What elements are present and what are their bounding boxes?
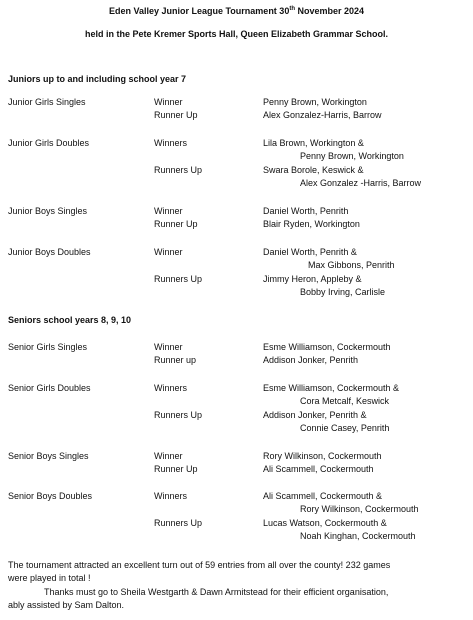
result-name: Bobby Irving, Carlisle (300, 287, 386, 297)
result-name: Ali Scammell, Cockermouth (263, 464, 374, 474)
title-superscript: th (289, 6, 295, 12)
result-name: Alex Gonzalez-Harris, Barrow (263, 110, 382, 120)
footer-text: were played in total ! (8, 573, 91, 583)
event-senior-girls-singles: Senior Girls Singles (8, 342, 88, 352)
result-label: Winner (154, 206, 183, 216)
result-label: Runners Up (154, 165, 203, 175)
seniors-heading: Seniors school years 8, 9, 10 (8, 315, 132, 325)
result-name: Max Gibbons, Penrith (308, 260, 395, 270)
result-name: Connie Casey, Penrith (300, 423, 390, 433)
result-label: Runners Up (154, 274, 203, 284)
result-name: Esme Williamson, Cockermouth (263, 342, 391, 352)
thanks-text: ably assisted by Sam Dalton. (8, 600, 125, 610)
event-junior-boys-singles: Junior Boys Singles (8, 206, 88, 216)
result-label: Runners Up (154, 518, 203, 528)
result-name: Addison Jonker, Penrith (263, 355, 359, 365)
result-name: Rory Wilkinson, Cockermouth (300, 504, 419, 514)
footer-text: The tournament attracted an excellent turn out of 59 entries from all over the county! 232 games (8, 560, 391, 570)
event-junior-boys-doubles: Junior Boys Doubles (8, 247, 91, 257)
result-name: Lila Brown, Workington & (263, 138, 364, 148)
result-name: Esme Williamson, Cockermouth & (263, 383, 400, 393)
event-senior-girls-doubles: Senior Girls Doubles (8, 383, 91, 393)
event-senior-boys-doubles: Senior Boys Doubles (8, 491, 93, 501)
result-name: Rory Wilkinson, Cockermouth (263, 451, 382, 461)
result-label: Winners (154, 138, 188, 148)
result-name: Ali Scammell, Cockermouth & (263, 491, 383, 501)
document-title (0, 6, 473, 17)
result-label: Runner Up (154, 110, 198, 120)
result-name: Alex Gonzalez -Harris, Barrow (300, 178, 422, 188)
result-name: Swara Borole, Keswick & (263, 165, 364, 175)
result-label: Winners (154, 383, 188, 393)
result-label: Winners (154, 491, 188, 501)
juniors-heading: Juniors up to and including school year 7 (8, 74, 187, 84)
result-label: Runner Up (154, 219, 198, 229)
result-label: Winner (154, 451, 183, 461)
result-name: Cora Metcalf, Keswick (300, 396, 390, 406)
result-label: Runner up (154, 355, 197, 365)
venue-line: held in the Pete Kremer Sports Hall, Queen Elizabeth Grammar School. (84, 29, 389, 39)
result-name: Penny Brown, Workington (263, 97, 367, 107)
result-label: Winner (154, 342, 183, 352)
result-label: Winner (154, 247, 183, 257)
result-name: Lucas Watson, Cockermouth & (263, 518, 387, 528)
result-name: Addison Jonker, Penrith & (263, 410, 367, 420)
event-junior-girls-doubles: Junior Girls Doubles (8, 138, 90, 148)
result-name: Noah Kinghan, Cockermouth (300, 531, 416, 541)
title-date: November 2024 (295, 6, 365, 16)
result-label: Winner (154, 97, 183, 107)
result-name: Daniel Worth, Penrith & (263, 247, 357, 257)
result-name: Penny Brown, Workington (300, 151, 404, 161)
result-name: Jimmy Heron, Appleby & (263, 274, 362, 284)
result-name: Blair Ryden, Workington (263, 219, 360, 229)
event-senior-boys-singles: Senior Boys Singles (8, 451, 89, 461)
thanks-text: Thanks must go to Sheila Westgarth & Dawn Armitstead for their efficient organisation, (44, 587, 389, 597)
title-text: Eden Valley Junior League Tournament 30 (108, 6, 290, 16)
result-name: Daniel Worth, Penrith (263, 206, 349, 216)
result-label: Runner Up (154, 464, 198, 474)
result-label: Runners Up (154, 410, 203, 420)
event-junior-girls-singles: Junior Girls Singles (8, 97, 86, 107)
